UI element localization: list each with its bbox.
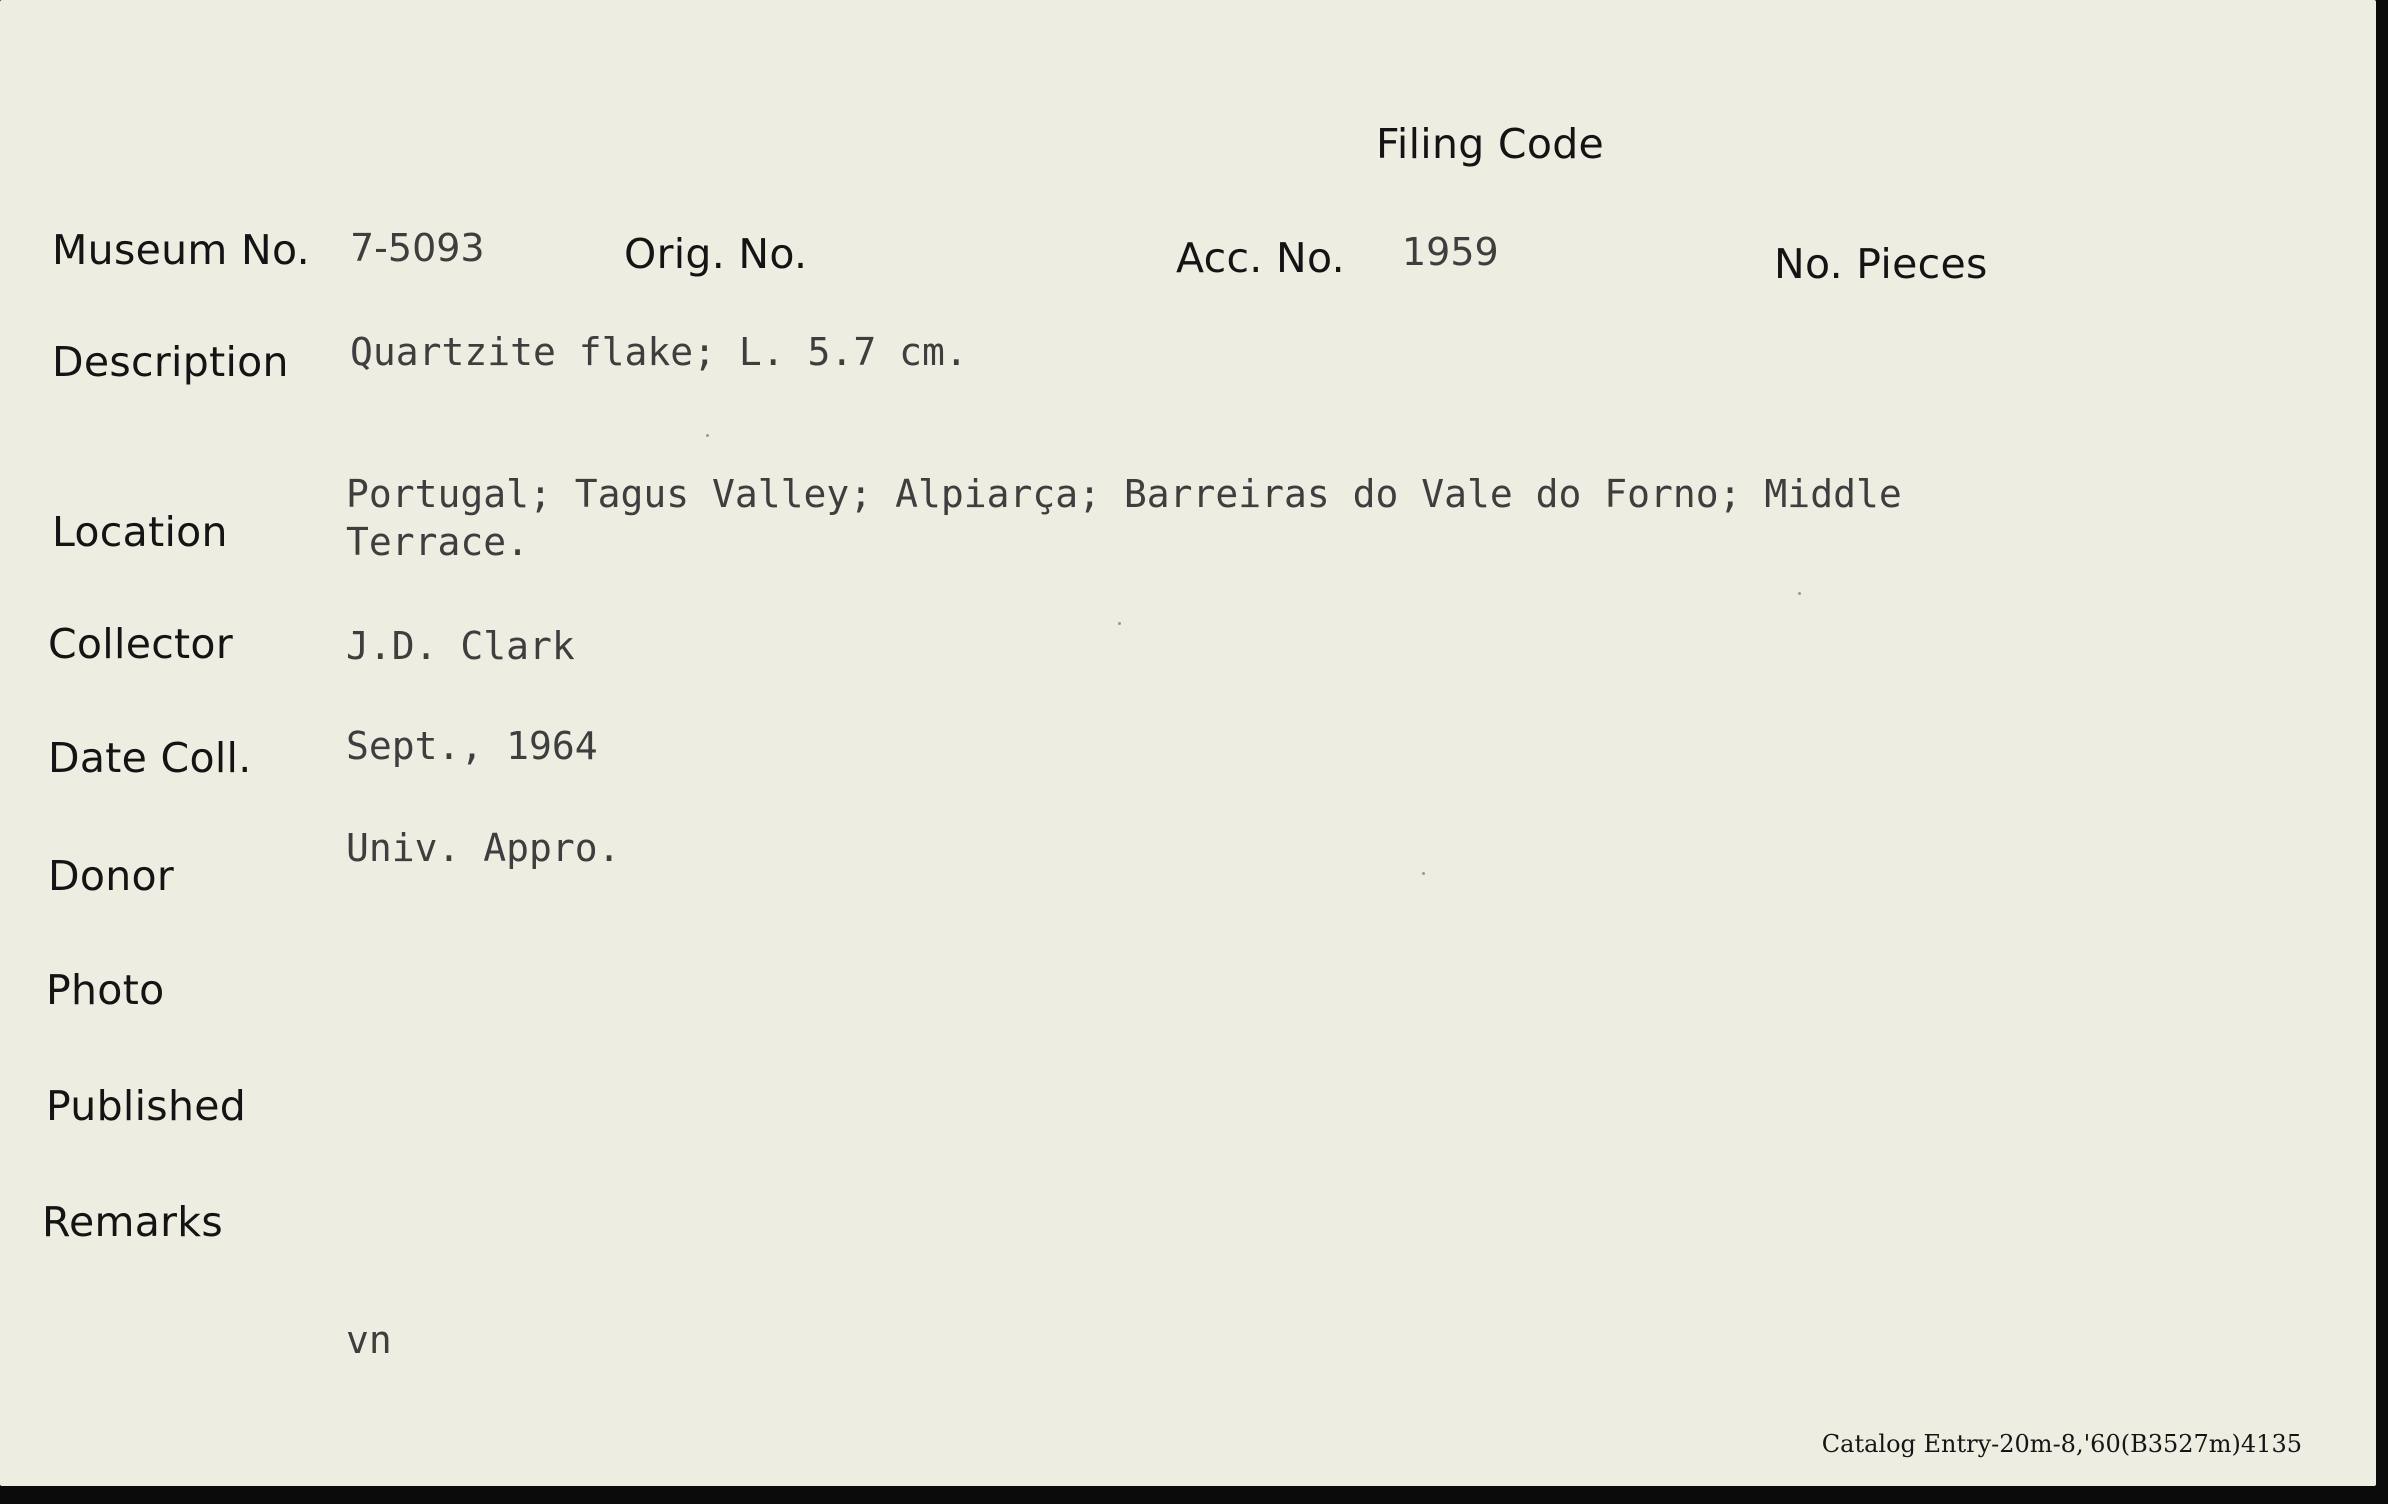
paper-speck bbox=[706, 434, 709, 437]
location-value bbox=[346, 470, 1902, 566]
no-pieces-label: No. Pieces bbox=[1774, 240, 1988, 288]
donor-label: Donor bbox=[48, 852, 175, 900]
paper-speck bbox=[1798, 592, 1801, 595]
museum-no-label: Museum No. bbox=[52, 226, 310, 274]
acc-no-value: 1959 bbox=[1402, 230, 1499, 274]
location-label: Location bbox=[52, 508, 228, 556]
initials: vn bbox=[346, 1318, 392, 1362]
date-coll-label: Date Coll. bbox=[48, 734, 252, 782]
museum-no-value: 7-5093 bbox=[350, 226, 485, 270]
description-value: Quartzite flake; L. 5.7 cm. bbox=[350, 330, 968, 374]
location-line: Terrace. bbox=[346, 520, 530, 564]
description-label: Description bbox=[52, 338, 289, 386]
donor-value: Univ. Appro. bbox=[346, 826, 621, 870]
photo-label: Photo bbox=[46, 966, 165, 1014]
catalog-footer: Catalog Entry-20m-8,'60(B3527m)4135 bbox=[1821, 1430, 2302, 1458]
date-coll-value: Sept., 1964 bbox=[346, 724, 598, 768]
filing-code-label: Filing Code bbox=[1376, 120, 1605, 168]
location-line: Portugal; Tagus Valley; Alpiarça; Barreiras do Vale do Forno; Middle bbox=[346, 472, 1902, 516]
orig-no-label: Orig. No. bbox=[624, 230, 808, 278]
paper-speck bbox=[1422, 872, 1425, 875]
collector-label: Collector bbox=[48, 620, 233, 668]
paper-speck bbox=[1118, 622, 1121, 625]
collector-value: J.D. Clark bbox=[346, 624, 575, 668]
remarks-label: Remarks bbox=[42, 1198, 223, 1246]
acc-no-label: Acc. No. bbox=[1176, 234, 1345, 282]
published-label: Published bbox=[46, 1082, 247, 1130]
